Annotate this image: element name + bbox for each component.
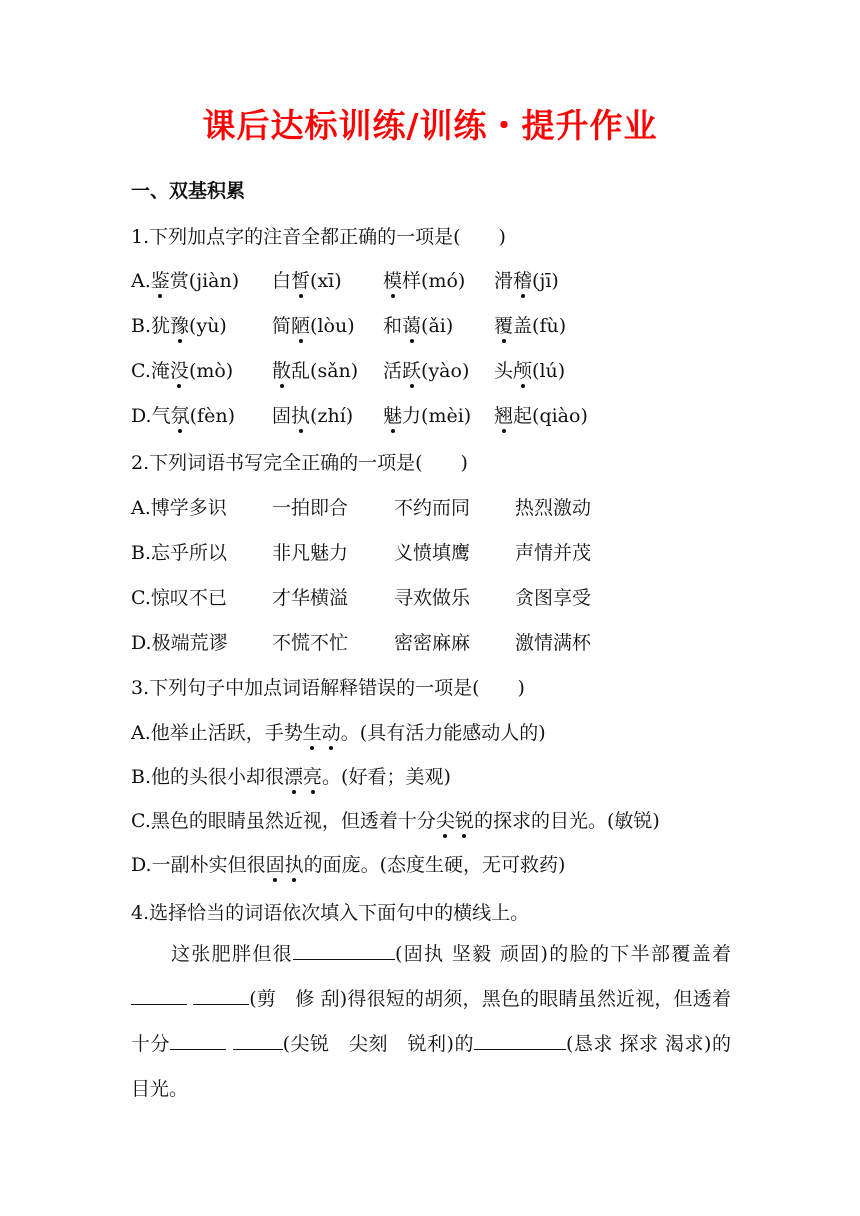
- option-label: B.: [131, 315, 152, 337]
- page-title: 课后达标训练/训练・提升作业: [202, 106, 658, 145]
- pinyin-item: [131, 311, 227, 338]
- pinyin-item: [383, 356, 469, 383]
- q4-choices: (固执 坚毅 顽固): [395, 943, 548, 965]
- char: 模: [383, 270, 403, 292]
- char: 氛: [170, 405, 190, 427]
- pinyin: (sǎn): [310, 360, 359, 382]
- pinyin: (zhí): [310, 405, 354, 427]
- q1-stem: 1.下列加点字的注音全都正确的一项是( ): [131, 226, 506, 248]
- char: 豫: [170, 315, 190, 337]
- dotted-char: 漂: [284, 766, 304, 788]
- pinyin-item: [131, 401, 235, 428]
- pinyin: (mèi): [421, 405, 472, 427]
- word-item: 不约而同: [394, 497, 471, 519]
- q4-choices: (恳求 探求 渴求): [565, 1033, 712, 1055]
- q4-stem: 4.选择恰当的词语依次填入下面句中的横线上。: [131, 902, 530, 924]
- q3-option-b: [131, 762, 451, 789]
- fill-blank[interactable]: [193, 984, 249, 1005]
- char: 起: [513, 405, 533, 427]
- pinyin-item: [383, 401, 471, 428]
- char: 赏: [169, 270, 189, 292]
- q4-choices: (尖锐 尖刻 锐利): [282, 1033, 454, 1055]
- word-item: 才华横溢: [272, 587, 349, 609]
- pinyin-item: [131, 266, 239, 293]
- word-item: 不慌不忙: [272, 632, 349, 654]
- char: 滑: [494, 270, 514, 292]
- option-label: C.: [131, 360, 151, 382]
- char: 魅: [383, 405, 403, 427]
- pinyin: (lú): [532, 360, 566, 382]
- word-item: C.惊叹不已: [131, 587, 227, 609]
- char: 气: [151, 405, 171, 427]
- pinyin-item: [494, 401, 588, 428]
- fill-blank[interactable]: [170, 1029, 226, 1050]
- char: 散: [272, 360, 292, 382]
- q4-passage: [131, 932, 731, 1112]
- dotted-char: 生: [302, 722, 322, 744]
- pinyin: (jiàn): [188, 270, 240, 292]
- sentence-text: 。(好看；美观): [322, 766, 451, 788]
- word-item: A.博学多识: [131, 497, 227, 519]
- dotted-char: 动: [321, 722, 341, 744]
- q4-text: 得很短的胡须，黑色的眼睛虽然近视，但透着十分: [131, 988, 731, 1055]
- char: 颅: [513, 360, 533, 382]
- pinyin-item: [131, 356, 233, 383]
- char: 力: [402, 405, 422, 427]
- word-item: 一拍即合: [272, 497, 349, 519]
- pinyin: (mó): [421, 270, 466, 292]
- fill-blank[interactable]: [131, 984, 187, 1005]
- word-item: 热烈激动: [515, 497, 592, 519]
- char: 翘: [494, 405, 514, 427]
- word-item: 激情满杯: [515, 632, 592, 654]
- char: 稽: [513, 270, 533, 292]
- char: 盖: [513, 315, 533, 337]
- word-item: 声情并茂: [515, 542, 592, 564]
- pinyin: (jī): [532, 270, 559, 292]
- char: 和: [383, 315, 403, 337]
- word-item: 非凡魅力: [272, 542, 349, 564]
- pinyin-item: [272, 266, 342, 293]
- q4-text: 这张肥胖但很: [171, 943, 294, 965]
- option-label: D.: [131, 405, 152, 427]
- char: 样: [402, 270, 422, 292]
- char: 白: [272, 270, 292, 292]
- char: 蔼: [402, 315, 422, 337]
- pinyin: (fù): [532, 315, 567, 337]
- sentence-text: A.他举止活跃，手势: [131, 722, 303, 744]
- dotted-char: 亮: [303, 766, 323, 788]
- pinyin: (fèn): [189, 405, 235, 427]
- q4-text: 的脸的下半部覆盖着: [547, 943, 731, 965]
- char: 执: [291, 405, 311, 427]
- sentence-text: 的面庞。(态度生硬，无可救药): [303, 854, 566, 876]
- pinyin: (yào): [421, 360, 470, 382]
- fill-blank[interactable]: [233, 1029, 283, 1050]
- pinyin: (xī): [310, 270, 342, 292]
- pinyin: (ǎi): [421, 315, 454, 337]
- word-item: 义愤填鹰: [394, 542, 471, 564]
- char: 头: [494, 360, 514, 382]
- char: 活: [383, 360, 403, 382]
- sentence-text: 的探求的目光。(敏锐): [473, 810, 660, 832]
- char: 固: [272, 405, 292, 427]
- word-item: 密密麻麻: [394, 632, 471, 654]
- pinyin: (mò): [188, 360, 234, 382]
- char: 简: [272, 315, 292, 337]
- pinyin-item: [272, 311, 355, 338]
- char: 鉴: [150, 270, 170, 292]
- word-item: D.极端荒谬: [131, 632, 228, 654]
- word-item: B.忘乎所以: [131, 542, 228, 564]
- char: 陋: [291, 315, 311, 337]
- char: 淹: [150, 360, 170, 382]
- sentence-text: 。(具有活力能感动人的): [340, 722, 546, 744]
- char: 皙: [291, 270, 311, 292]
- dotted-char: 执: [284, 854, 304, 876]
- q3-option-c: [131, 806, 660, 833]
- pinyin-item: [494, 356, 565, 383]
- pinyin: (yù): [189, 315, 227, 337]
- q3-option-d: [131, 850, 565, 877]
- word-item: 寻欢做乐: [394, 587, 471, 609]
- pinyin-item: [494, 266, 559, 293]
- word-item: 贪图享受: [515, 587, 592, 609]
- option-label: A.: [131, 270, 151, 292]
- section-heading: 一、双基积累: [131, 180, 246, 202]
- dotted-char: 尖: [435, 810, 455, 832]
- sentence-text: B.他的头很小却很: [131, 766, 285, 788]
- sentence-text: D.一副朴实但很: [131, 854, 266, 876]
- sentence-text: C.黑色的眼睛虽然近视，但透着十分: [131, 810, 436, 832]
- q3-option-a: [131, 718, 546, 745]
- fill-blank[interactable]: [474, 1029, 566, 1050]
- char: 没: [169, 360, 189, 382]
- pinyin-item: [383, 311, 453, 338]
- dotted-char: 固: [265, 854, 285, 876]
- char: 覆: [494, 315, 514, 337]
- pinyin-item: [494, 311, 566, 338]
- q4-text: 的目光。: [131, 1033, 731, 1100]
- pinyin-item: [383, 266, 465, 293]
- q4-text: 的: [453, 1033, 474, 1055]
- q2-stem: 2.下列词语书写完全正确的一项是( ): [131, 452, 468, 474]
- dotted-char: 锐: [454, 810, 474, 832]
- fill-blank[interactable]: [293, 939, 395, 960]
- char: 乱: [291, 360, 311, 382]
- pinyin-item: [272, 356, 358, 383]
- pinyin: (lòu): [310, 315, 355, 337]
- q4-choices: (剪 修 刮): [249, 988, 348, 1010]
- pinyin: (qiào): [532, 405, 588, 427]
- pinyin-item: [272, 401, 353, 428]
- char: 犹: [151, 315, 171, 337]
- q3-stem: 3.下列句子中加点词语解释错误的一项是( ): [131, 677, 525, 699]
- char: 跃: [402, 360, 422, 382]
